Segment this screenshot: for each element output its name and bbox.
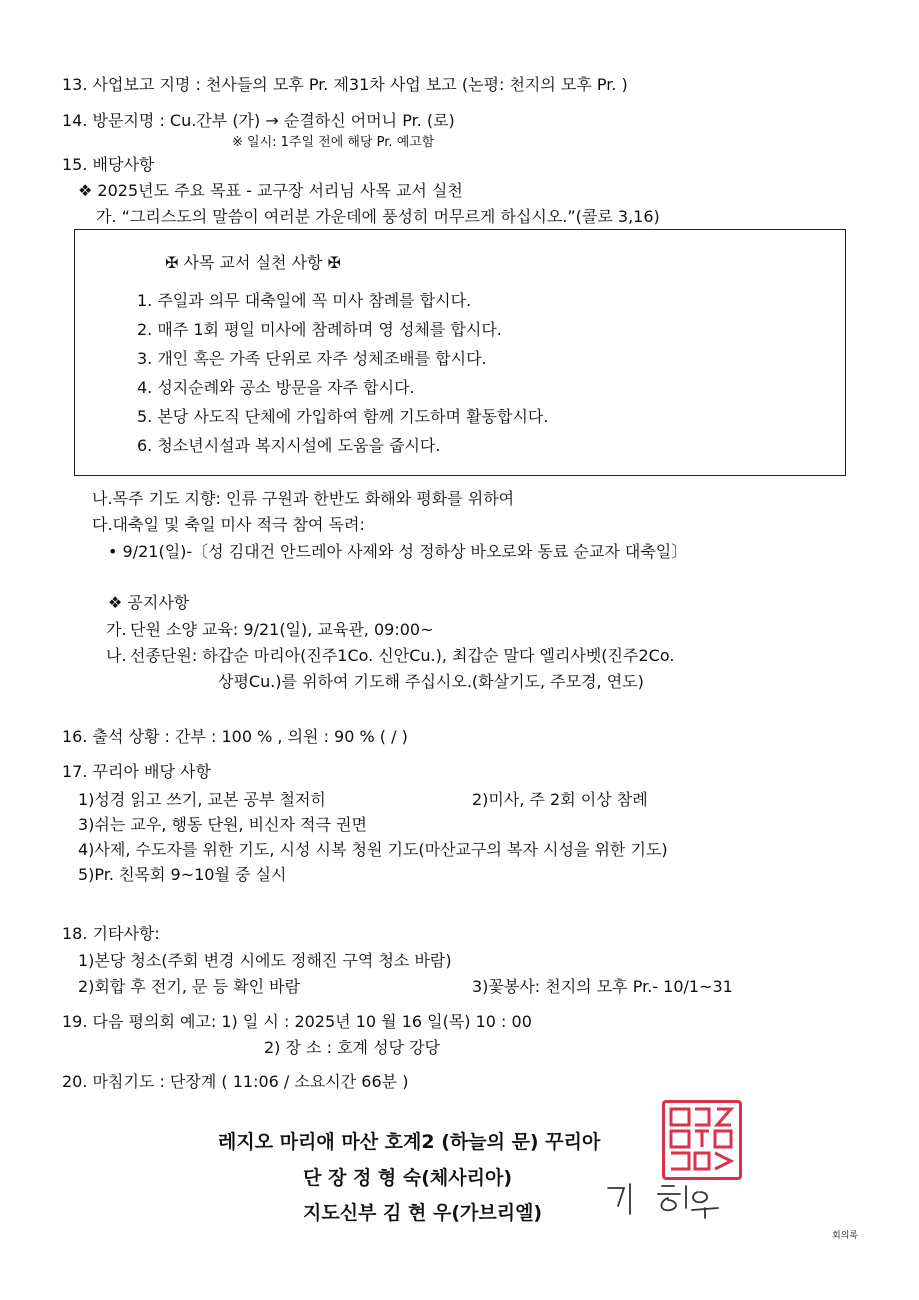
box-line-5: 5. 본당 사도직 단체에 가입하여 함께 기도하며 활동합시다. xyxy=(137,407,549,426)
item-15-da: 다.대축일 및 축일 미사 적극 참여 독려: xyxy=(92,515,365,534)
footer-org: 레지오 마리애 마산 호계2 (하늘의 문) 꾸리아 xyxy=(218,1131,601,1153)
notice-ga: 단원 소양 교육: 9/21(일), 교육관, 09:00~ xyxy=(130,620,434,639)
item-20-value: 단장계 ( 11:06 / 소요시간 66분 ) xyxy=(164,1072,409,1091)
item-15-goal: ❖ 2025년도 주요 목표 - 교구장 서리님 사목 교서 실천 xyxy=(78,181,463,200)
item-18-line2a: 2)회합 후 전기, 문 등 확인 바람 xyxy=(78,977,301,996)
box-line-2: 2. 매주 1회 평일 미사에 참례하며 영 성체를 합시다. xyxy=(137,320,502,339)
item-16-value: : 간부 : 100 % , 의원 : 90 % ( / ) xyxy=(159,727,408,746)
item-17-line3: 3)쉬는 교우, 행동 단원, 비신자 적극 권면 xyxy=(78,815,367,834)
box-line-4: 4. 성지순례와 공소 방문을 자주 합시다. xyxy=(137,378,415,397)
notice-na-line1: 선종단원: 하갑순 마리아(진주1Co. 신안Cu.), 최갑순 말다 엘리사벳(진주2Co. xyxy=(130,646,675,665)
footer-leader: 단 장 정 형 숙(체사리아) xyxy=(303,1167,513,1189)
item-20-label: 20. 마침기도 : xyxy=(62,1072,165,1091)
pastoral-letter-box xyxy=(74,229,846,476)
item-17-line4: 4)사제, 수도자를 위한 기도, 시성 시복 청원 기도(마산교구의 복자 시성을 위한 기도) xyxy=(78,840,668,859)
item-16 xyxy=(62,724,408,747)
item-16-label: 16. 출석 상황 xyxy=(62,727,160,746)
box-line-1: 1. 주일과 의무 대축일에 꼭 미사 참례를 합시다. xyxy=(137,291,472,310)
item-17-line5: 5)Pr. 친목회 9~10월 중 실시 xyxy=(78,865,287,884)
item-14-note: ※ 일시: 1주일 전에 해당 Pr. 예고함 xyxy=(232,135,435,150)
item-13: 13. 사업보고 지명 : 천사들의 모후 Pr. 제31차 사업 보고 (논평: 천지의 모후 Pr. ) xyxy=(62,75,628,94)
feast-bullet: • 9/21(일)-〔성 김대건 안드레아 사제와 성 정하상 바오로와 동료 순교자 대축일〕 xyxy=(108,542,688,561)
notice-na-line2: 상평Cu.)를 위하여 기도해 주십시오.(화살기도, 주모경, 연도) xyxy=(218,672,644,691)
item-17-title: 17. 꾸리아 배당 사항 xyxy=(62,762,211,781)
item-18-title: 18. 기타사항: xyxy=(62,924,160,943)
item-15: 15. 배당사항 xyxy=(62,155,155,174)
footer-priest: 지도신부 김 현 우(가브리엘) xyxy=(303,1202,543,1224)
notice-ga-label: 가. xyxy=(106,620,127,639)
box-line-6: 6. 청소년시설과 복지시설에 도움을 줍시다. xyxy=(137,436,441,455)
item-20 xyxy=(62,1069,408,1092)
box-title: ✠ 사목 교서 실천 사항 ✠ xyxy=(165,253,341,272)
item-18-line2b: 3)꽃봉사: 천지의 모후 Pr.- 10/1~31 xyxy=(472,977,733,996)
item-14: 14. 방문지명 : Cu.간부 (가) → 순결하신 어머니 Pr. (로) xyxy=(62,111,455,130)
notice-na-label: 나. xyxy=(106,646,127,665)
box-line-3: 3. 개인 혹은 가족 단위로 자주 성체조배를 합시다. xyxy=(137,349,487,368)
item-15-na: 나.목주 기도 지향: 인류 구원과 한반도 화해와 평화를 위하여 xyxy=(92,489,515,508)
item-17-line1b: 2)미사, 주 2회 이상 참례 xyxy=(472,790,648,809)
page-note: 회의록 xyxy=(832,1231,859,1241)
curia-seal-stamp xyxy=(662,1100,742,1180)
item-18-line1: 1)본당 청소(주회 변경 시에도 정해진 구역 청소 바람) xyxy=(78,951,452,970)
item-17-line1a: 1)성경 읽고 쓰기, 교본 공부 철저히 xyxy=(78,790,326,809)
item-15-ga: 가. “그리스도의 말씀이 여러분 가운데에 풍성히 머무르게 하십시오.”(콜로 3,16) xyxy=(96,207,660,226)
signature xyxy=(600,1178,730,1223)
notice-title: ❖ 공지사항 xyxy=(108,593,190,612)
item-19-line2: 2) 장 소 : 호계 성당 강당 xyxy=(264,1038,440,1057)
item-19-line1: 19. 다음 평의회 예고: 1) 일 시 : 2025년 10 월 16 일(목) 10 : 00 xyxy=(62,1012,532,1031)
